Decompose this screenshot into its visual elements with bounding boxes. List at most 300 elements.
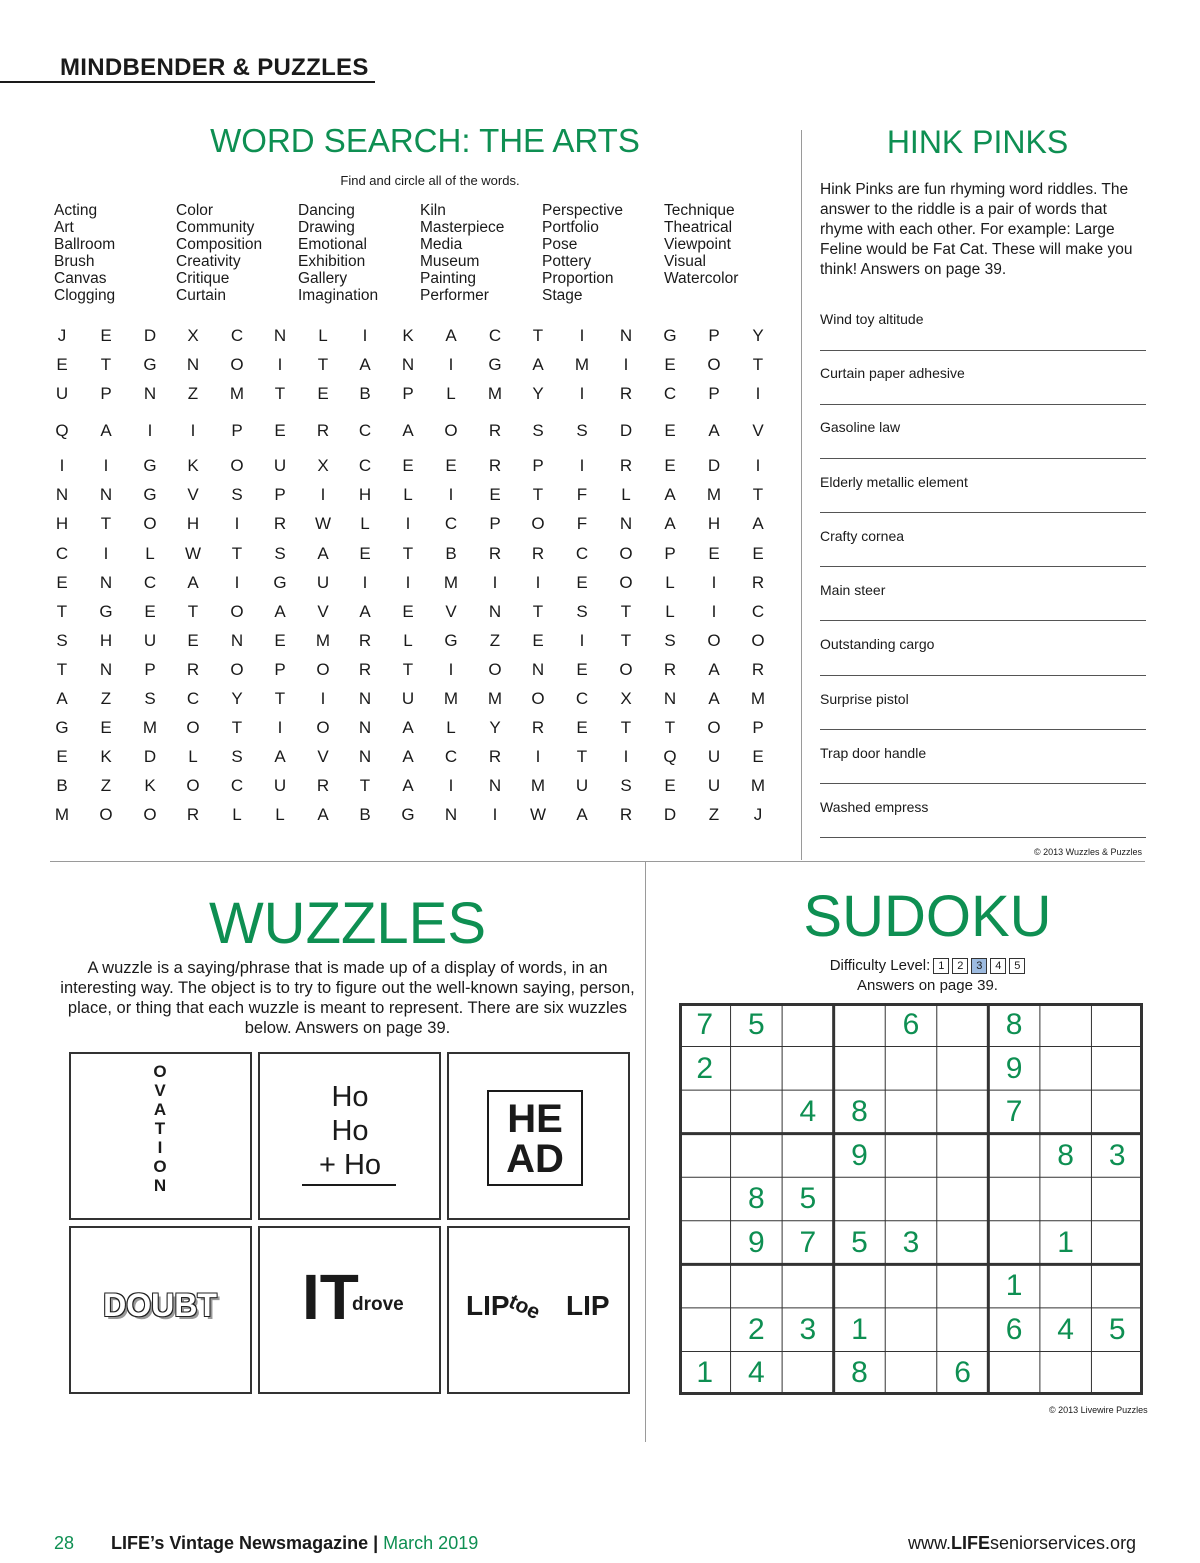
word-search-letter[interactable]: I	[579, 456, 585, 475]
word-search-letter[interactable]: G	[488, 355, 502, 374]
word-search-letter[interactable]: O	[707, 355, 721, 374]
word-search-letter[interactable]: T	[752, 485, 764, 504]
sudoku-empty-cell[interactable]	[1091, 1356, 1143, 1395]
word-search-letter[interactable]: R	[358, 631, 372, 650]
word-search-letter[interactable]: E	[664, 421, 676, 440]
word-search-letter[interactable]: C	[186, 689, 200, 708]
word-search-letter[interactable]: R	[751, 573, 765, 592]
word-search-letter[interactable]: M	[487, 689, 503, 708]
word-search-letter[interactable]: M	[574, 355, 590, 374]
word-search-letter[interactable]: R	[619, 384, 633, 403]
word-search-letter[interactable]: C	[143, 573, 157, 592]
word-search-letter[interactable]: A	[445, 326, 457, 345]
sudoku-given-digit[interactable]: 5	[747, 1008, 765, 1041]
word-search-letter[interactable]: D	[707, 456, 721, 475]
word-search-letter[interactable]: F	[576, 485, 588, 504]
sudoku-given-digit[interactable]: 9	[1005, 1051, 1023, 1085]
answer-line[interactable]	[820, 458, 1146, 459]
word-search-letter[interactable]: W	[529, 805, 547, 824]
word-search-letter[interactable]: T	[664, 718, 676, 737]
sudoku-given-digit[interactable]: 7	[799, 1225, 817, 1259]
word-search-letter[interactable]: S	[231, 485, 243, 504]
sudoku-empty-cell[interactable]	[937, 1313, 989, 1352]
sudoku-empty-cell[interactable]	[731, 1095, 783, 1134]
word-search-letter[interactable]: S	[576, 602, 588, 621]
word-search-letter[interactable]: D	[143, 747, 157, 766]
word-search-letter[interactable]: T	[231, 718, 243, 737]
sudoku-empty-cell[interactable]	[937, 1226, 989, 1265]
sudoku-given-digit[interactable]: 1	[1005, 1269, 1023, 1303]
answer-line[interactable]	[820, 350, 1146, 351]
word-search-letter[interactable]: A	[317, 805, 329, 824]
word-search-letter[interactable]: J	[57, 326, 67, 345]
word-search-letter[interactable]: E	[402, 456, 414, 475]
sudoku-empty-cell[interactable]	[988, 1182, 1040, 1221]
sudoku-given-digit[interactable]: 8	[851, 1095, 868, 1129]
word-search-letter[interactable]: N	[230, 631, 244, 650]
sudoku-empty-cell[interactable]	[834, 1182, 886, 1221]
word-search-letter[interactable]: A	[708, 421, 720, 440]
word-search-letter[interactable]: P	[274, 660, 286, 679]
word-search-letter[interactable]: I	[234, 514, 240, 533]
word-search-letter[interactable]: O	[707, 631, 721, 650]
word-search-letter[interactable]: V	[445, 602, 457, 621]
sudoku-empty-cell[interactable]	[1040, 1182, 1092, 1221]
word-search-letter[interactable]: T	[56, 660, 68, 679]
sudoku-empty-cell[interactable]	[937, 1008, 989, 1047]
word-search-letter[interactable]: I	[320, 485, 326, 504]
word-search-letter[interactable]: T	[620, 631, 632, 650]
word-search-letter[interactable]: I	[59, 456, 65, 475]
word-search-letter[interactable]: A	[532, 355, 544, 374]
sudoku-given-digit[interactable]: 8	[1057, 1138, 1074, 1172]
word-search-letter[interactable]: P	[231, 421, 243, 440]
word-search-letter[interactable]: C	[358, 456, 372, 475]
word-search-letter[interactable]: Y	[489, 718, 501, 737]
word-search-letter[interactable]: E	[56, 573, 68, 592]
word-search-letter[interactable]: O	[751, 631, 765, 650]
word-search-letter[interactable]: U	[273, 456, 287, 475]
word-search-letter[interactable]: I	[623, 355, 629, 374]
word-search-letter[interactable]: S	[231, 747, 243, 766]
sudoku-empty-cell[interactable]	[1040, 1052, 1092, 1091]
word-search-letter[interactable]: N	[358, 689, 372, 708]
sudoku-given-digit[interactable]: 1	[696, 1356, 714, 1390]
word-search-letter[interactable]: Q	[55, 421, 69, 440]
sudoku-empty-cell[interactable]	[782, 1356, 834, 1395]
answer-line[interactable]	[820, 512, 1146, 513]
word-search-letter[interactable]: M	[750, 776, 766, 795]
word-search-letter[interactable]: N	[488, 776, 502, 795]
word-search-letter[interactable]: S	[576, 421, 588, 440]
sudoku-given-digit[interactable]: 1	[1057, 1225, 1074, 1259]
word-search-letter[interactable]: C	[663, 384, 677, 403]
word-search-letter[interactable]: N	[99, 573, 113, 592]
sudoku-empty-cell[interactable]	[885, 1095, 937, 1134]
word-search-letter[interactable]: M	[443, 573, 459, 592]
word-search-letter[interactable]: I	[623, 747, 629, 766]
sudoku-empty-cell[interactable]	[885, 1313, 937, 1352]
word-search-letter[interactable]: T	[274, 689, 286, 708]
word-search-letter[interactable]: D	[619, 421, 633, 440]
sudoku-empty-cell[interactable]	[1040, 1356, 1092, 1395]
word-search-letter[interactable]: E	[56, 355, 68, 374]
word-search-letter[interactable]: P	[489, 514, 501, 533]
sudoku-given-digit[interactable]: 1	[851, 1312, 868, 1346]
word-search-letter[interactable]: U	[55, 384, 69, 403]
word-search-letter[interactable]: Z	[489, 631, 501, 650]
sudoku-empty-cell[interactable]	[1040, 1095, 1092, 1134]
word-search-letter[interactable]: R	[488, 421, 502, 440]
word-search-letter[interactable]: E	[359, 544, 371, 563]
word-search-letter[interactable]: A	[187, 573, 199, 592]
word-search-letter[interactable]: E	[274, 421, 286, 440]
word-search-letter[interactable]: N	[273, 326, 287, 345]
word-search-letter[interactable]: M	[142, 718, 158, 737]
word-search-letter[interactable]: I	[362, 573, 368, 592]
word-search-letter[interactable]: M	[54, 805, 70, 824]
word-search-letter[interactable]: X	[620, 689, 632, 708]
word-search-letter[interactable]: Y	[231, 689, 243, 708]
sudoku-empty-cell[interactable]	[1091, 1095, 1143, 1134]
sudoku-empty-cell[interactable]	[782, 1008, 834, 1047]
sudoku-given-digit[interactable]: 3	[902, 1225, 920, 1259]
word-search-letter[interactable]: I	[579, 384, 585, 403]
word-search-letter[interactable]: O	[619, 573, 633, 592]
sudoku-given-digit[interactable]: 2	[696, 1051, 714, 1085]
word-search-letter[interactable]: U	[707, 776, 721, 795]
sudoku-empty-cell[interactable]	[731, 1052, 783, 1091]
word-search-letter[interactable]: T	[532, 485, 544, 504]
word-search-letter[interactable]: O	[531, 514, 545, 533]
word-search-letter[interactable]: V	[317, 747, 329, 766]
word-search-letter[interactable]: K	[402, 326, 414, 345]
word-search-letter[interactable]: T	[100, 355, 112, 374]
word-search-letter[interactable]: T	[274, 384, 286, 403]
word-search-letter[interactable]: I	[711, 602, 717, 621]
sudoku-empty-cell[interactable]	[1091, 1052, 1143, 1091]
word-search-letter[interactable]: Z	[187, 384, 199, 403]
word-search-letter[interactable]: E	[489, 485, 501, 504]
word-search-letter[interactable]: E	[445, 456, 457, 475]
word-search-letter[interactable]: P	[100, 384, 112, 403]
word-search-letter[interactable]: I	[535, 747, 541, 766]
word-search-letter[interactable]: A	[664, 485, 676, 504]
sudoku-empty-cell[interactable]	[679, 1313, 731, 1352]
word-search-letter[interactable]: Q	[663, 747, 677, 766]
word-search-letter[interactable]: S	[664, 631, 676, 650]
word-search-letter[interactable]: R	[488, 456, 502, 475]
word-search-letter[interactable]: P	[664, 544, 676, 563]
word-search-letter[interactable]: P	[144, 660, 156, 679]
sudoku-given-digit[interactable]: 8	[1005, 1008, 1023, 1041]
word-search-letter[interactable]: I	[277, 718, 283, 737]
word-search-letter[interactable]: K	[100, 747, 112, 766]
word-search-letter[interactable]: N	[143, 384, 157, 403]
sudoku-empty-cell[interactable]	[679, 1269, 731, 1308]
word-search-letter[interactable]: N	[99, 485, 113, 504]
sudoku-empty-cell[interactable]	[885, 1182, 937, 1221]
word-search-letter[interactable]: I	[362, 326, 368, 345]
word-search-letter[interactable]: N	[619, 326, 633, 345]
word-search-letter[interactable]: L	[665, 602, 675, 621]
word-search-letter[interactable]: W	[314, 514, 332, 533]
word-search-letter[interactable]: E	[576, 660, 588, 679]
word-search-letter[interactable]: G	[273, 573, 287, 592]
sudoku-empty-cell[interactable]	[1091, 1226, 1143, 1265]
word-search-letter[interactable]: I	[579, 631, 585, 650]
sudoku-given-digit[interactable]: 9	[851, 1138, 868, 1172]
word-search-letter[interactable]: A	[359, 602, 371, 621]
word-search-letter[interactable]: I	[755, 384, 761, 403]
sudoku-given-digit[interactable]: 5	[799, 1182, 817, 1216]
word-search-letter[interactable]: S	[274, 544, 286, 563]
word-search-letter[interactable]: N	[488, 602, 502, 621]
word-search-letter[interactable]: A	[274, 602, 286, 621]
word-search-letter[interactable]: U	[143, 631, 157, 650]
word-search-letter[interactable]: S	[56, 631, 68, 650]
sudoku-empty-cell[interactable]	[1040, 1008, 1092, 1047]
sudoku-empty-cell[interactable]	[885, 1356, 937, 1395]
word-search-letter[interactable]: I	[448, 485, 454, 504]
word-search-letter[interactable]: L	[232, 805, 242, 824]
word-search-letter[interactable]: O	[316, 660, 330, 679]
word-search-letter[interactable]: C	[575, 544, 589, 563]
word-search-letter[interactable]: I	[755, 456, 761, 475]
word-search-letter[interactable]: A	[402, 747, 414, 766]
word-search-letter[interactable]: I	[448, 776, 454, 795]
word-search-letter[interactable]: U	[316, 573, 330, 592]
word-search-letter[interactable]: R	[751, 660, 765, 679]
answer-line[interactable]	[820, 729, 1146, 730]
word-search-letter[interactable]: L	[318, 326, 328, 345]
word-search-letter[interactable]: V	[752, 421, 764, 440]
word-search-letter[interactable]: L	[665, 573, 675, 592]
word-search-letter[interactable]: O	[99, 805, 113, 824]
word-search-letter[interactable]: R	[663, 660, 677, 679]
word-search-letter[interactable]: R	[316, 421, 330, 440]
word-search-letter[interactable]: R	[488, 747, 502, 766]
sudoku-empty-cell[interactable]	[937, 1052, 989, 1091]
word-search-letter[interactable]: H	[358, 485, 372, 504]
word-search-letter[interactable]: P	[708, 384, 720, 403]
word-search-letter[interactable]: G	[55, 718, 69, 737]
word-search-letter[interactable]: O	[230, 602, 244, 621]
sudoku-empty-cell[interactable]	[988, 1356, 1040, 1395]
sudoku-empty-cell[interactable]	[782, 1139, 834, 1178]
word-search-letter[interactable]: A	[708, 660, 720, 679]
word-search-letter[interactable]: R	[619, 456, 633, 475]
sudoku-empty-cell[interactable]	[679, 1226, 731, 1265]
word-search-letter[interactable]: U	[273, 776, 287, 795]
sudoku-given-digit[interactable]: 4	[747, 1356, 765, 1390]
word-search-letter[interactable]: I	[234, 573, 240, 592]
sudoku-empty-cell[interactable]	[679, 1139, 731, 1178]
sudoku-given-digit[interactable]: 7	[696, 1008, 714, 1041]
word-search-letter[interactable]: T	[752, 355, 764, 374]
word-search-letter[interactable]: C	[488, 326, 502, 345]
word-search-letter[interactable]: K	[144, 776, 156, 795]
word-search-letter[interactable]: T	[231, 544, 243, 563]
word-search-letter[interactable]: A	[359, 355, 371, 374]
sudoku-empty-cell[interactable]	[937, 1095, 989, 1134]
word-search-letter[interactable]: P	[708, 326, 720, 345]
word-search-letter[interactable]: C	[230, 326, 244, 345]
word-search-letter[interactable]: O	[230, 355, 244, 374]
word-search-letter[interactable]: Z	[708, 805, 720, 824]
word-search-letter[interactable]: T	[532, 326, 544, 345]
word-search-letter[interactable]: C	[358, 421, 372, 440]
word-search-letter[interactable]: N	[55, 485, 69, 504]
word-search-letter[interactable]: T	[402, 660, 414, 679]
word-search-letter[interactable]: E	[56, 747, 68, 766]
word-search-letter[interactable]: O	[143, 805, 157, 824]
word-search-letter[interactable]: T	[620, 602, 632, 621]
word-search-letter[interactable]: A	[402, 421, 414, 440]
word-search-letter[interactable]: P	[402, 384, 414, 403]
word-search-letter[interactable]: R	[531, 544, 545, 563]
word-search-letter[interactable]: X	[317, 456, 329, 475]
word-search-letter[interactable]: L	[275, 805, 285, 824]
sudoku-empty-cell[interactable]	[679, 1095, 731, 1134]
word-search-letter[interactable]: N	[531, 660, 545, 679]
sudoku-given-digit[interactable]: 6	[902, 1008, 920, 1041]
word-search-letter[interactable]: A	[752, 514, 764, 533]
word-search-letter[interactable]: E	[708, 544, 720, 563]
sudoku-given-digit[interactable]: 4	[1057, 1312, 1074, 1346]
word-search-letter[interactable]: H	[99, 631, 113, 650]
sudoku-empty-cell[interactable]	[782, 1052, 834, 1091]
word-search-letter[interactable]: M	[443, 689, 459, 708]
sudoku-given-digit[interactable]: 6	[954, 1356, 971, 1390]
word-search-letter[interactable]: E	[664, 456, 676, 475]
word-search-letter[interactable]: I	[711, 573, 717, 592]
sudoku-empty-cell[interactable]	[731, 1269, 783, 1308]
word-search-letter[interactable]: H	[55, 514, 69, 533]
word-search-letter[interactable]: B	[56, 776, 68, 795]
word-search-letter[interactable]: C	[55, 544, 69, 563]
word-search-letter[interactable]: I	[190, 421, 196, 440]
sudoku-given-digit[interactable]: 3	[799, 1312, 817, 1346]
sudoku-empty-cell[interactable]	[885, 1269, 937, 1308]
word-search-letter[interactable]: N	[619, 514, 633, 533]
word-search-letter[interactable]: B	[359, 805, 371, 824]
word-search-letter[interactable]: R	[488, 544, 502, 563]
sudoku-empty-cell[interactable]	[937, 1182, 989, 1221]
sudoku-given-digit[interactable]: 3	[1108, 1138, 1126, 1172]
word-search-letter[interactable]: H	[707, 514, 721, 533]
word-search-letter[interactable]: L	[403, 485, 413, 504]
word-search-letter[interactable]: I	[492, 805, 498, 824]
word-search-letter[interactable]: L	[145, 544, 155, 563]
word-search-letter[interactable]: I	[579, 326, 585, 345]
word-search-letter[interactable]: E	[664, 776, 676, 795]
word-search-letter[interactable]: M	[315, 631, 331, 650]
word-search-letter[interactable]: L	[446, 718, 456, 737]
sudoku-empty-cell[interactable]	[834, 1269, 886, 1308]
word-search-letter[interactable]: O	[230, 660, 244, 679]
answer-line[interactable]	[820, 675, 1146, 676]
word-search-letter[interactable]: P	[532, 456, 544, 475]
word-search-letter[interactable]: L	[403, 631, 413, 650]
sudoku-given-digit[interactable]: 8	[747, 1182, 765, 1216]
word-search-letter[interactable]: C	[444, 514, 458, 533]
word-search-letter[interactable]: I	[492, 573, 498, 592]
sudoku-given-digit[interactable]: 4	[799, 1095, 817, 1129]
sudoku-empty-cell[interactable]	[885, 1139, 937, 1178]
word-search-letter[interactable]: A	[402, 776, 414, 795]
word-search-letter[interactable]: I	[535, 573, 541, 592]
word-search-letter[interactable]: E	[532, 631, 544, 650]
answer-line[interactable]	[820, 404, 1146, 405]
word-search-letter[interactable]: Y	[532, 384, 544, 403]
word-search-letter[interactable]: I	[320, 689, 326, 708]
word-search-letter[interactable]: E	[187, 631, 199, 650]
word-search-letter[interactable]: O	[531, 689, 545, 708]
word-search-letter[interactable]: N	[99, 660, 113, 679]
word-search-letter[interactable]: T	[576, 747, 588, 766]
sudoku-empty-cell[interactable]	[988, 1226, 1040, 1265]
answer-line[interactable]	[820, 837, 1146, 838]
word-search-letter[interactable]: D	[663, 805, 677, 824]
word-search-letter[interactable]: O	[619, 544, 633, 563]
word-search-letter[interactable]: E	[100, 718, 112, 737]
word-search-letter[interactable]: P	[274, 485, 286, 504]
word-search-letter[interactable]: A	[274, 747, 286, 766]
answer-line[interactable]	[820, 783, 1146, 784]
word-search-letter[interactable]: R	[273, 514, 287, 533]
word-search-letter[interactable]: A	[402, 718, 414, 737]
sudoku-empty-cell[interactable]	[1091, 1269, 1143, 1308]
word-search-letter[interactable]: R	[186, 805, 200, 824]
word-search-letter[interactable]: I	[405, 573, 411, 592]
sudoku-empty-cell[interactable]	[1091, 1182, 1143, 1221]
word-search-letter[interactable]: G	[99, 602, 113, 621]
sudoku-given-digit[interactable]: 5	[851, 1225, 868, 1259]
word-search-letter[interactable]: A	[708, 689, 720, 708]
word-search-letter[interactable]: D	[143, 326, 157, 345]
word-search-letter[interactable]: O	[230, 456, 244, 475]
word-search-letter[interactable]: N	[401, 355, 415, 374]
word-search-letter[interactable]: U	[401, 689, 415, 708]
word-search-letter[interactable]: N	[444, 805, 458, 824]
sudoku-given-digit[interactable]: 9	[747, 1225, 765, 1259]
word-search-letter[interactable]: O	[186, 776, 200, 795]
sudoku-given-digit[interactable]: 7	[1005, 1095, 1023, 1129]
word-search-letter[interactable]: J	[753, 805, 763, 824]
word-search-letter[interactable]: G	[143, 355, 157, 374]
word-search-letter[interactable]: E	[402, 602, 414, 621]
word-search-letter[interactable]: T	[532, 602, 544, 621]
word-search-letter[interactable]: T	[359, 776, 371, 795]
word-search-letter[interactable]: E	[752, 747, 764, 766]
word-search-letter[interactable]: Z	[100, 689, 112, 708]
word-search-letter[interactable]: I	[405, 514, 411, 533]
word-search-letter[interactable]: E	[144, 602, 156, 621]
word-search-letter[interactable]: O	[707, 718, 721, 737]
word-search-letter[interactable]: R	[358, 660, 372, 679]
sudoku-empty-cell[interactable]	[834, 1052, 886, 1091]
word-search-letter[interactable]: T	[317, 355, 329, 374]
word-search-letter[interactable]: B	[359, 384, 371, 403]
word-search-letter[interactable]: A	[317, 544, 329, 563]
sudoku-given-digit[interactable]: 8	[851, 1356, 868, 1390]
word-search-letter[interactable]: C	[575, 689, 589, 708]
word-search-letter[interactable]: N	[186, 355, 200, 374]
word-search-letter[interactable]: O	[444, 421, 458, 440]
word-search-letter[interactable]: L	[360, 514, 370, 533]
word-search-letter[interactable]: F	[576, 514, 588, 533]
